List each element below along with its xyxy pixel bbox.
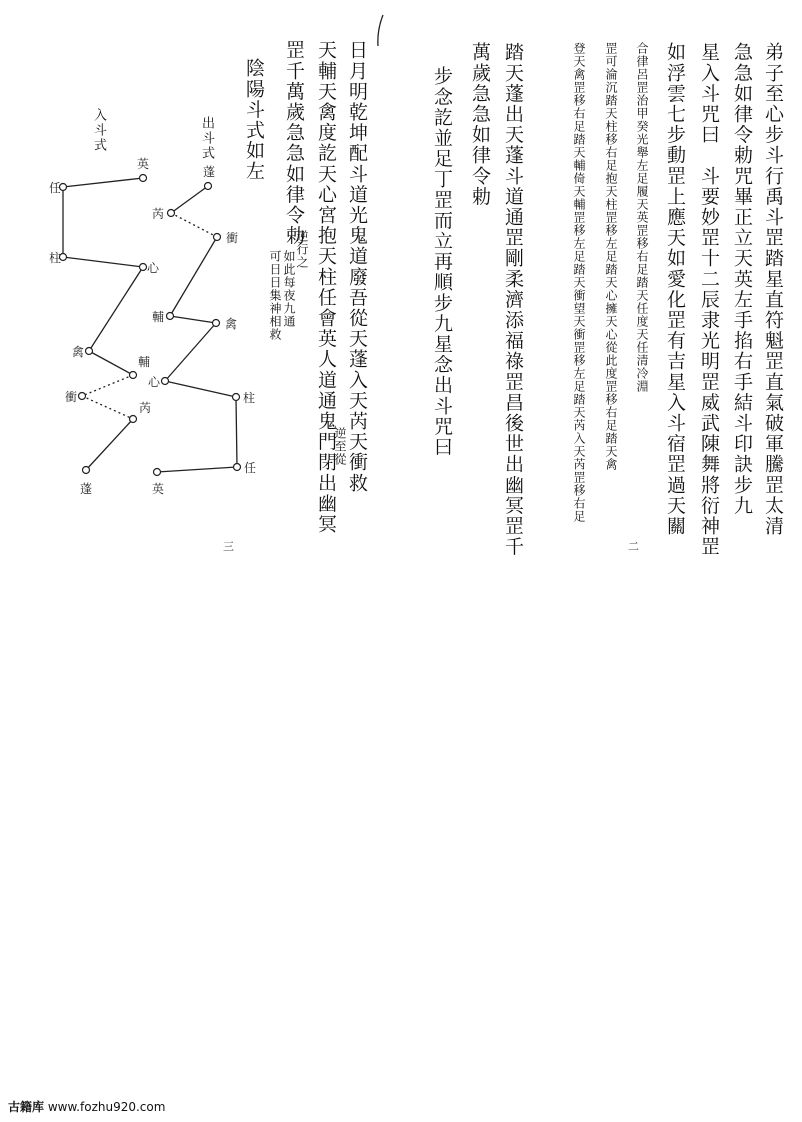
- left-inline-note: 逆至從: [333, 427, 347, 466]
- exit-label-xin: 心: [148, 375, 161, 389]
- enter-edge: [86, 419, 133, 470]
- exit-edge: [157, 467, 237, 472]
- exit-node-ren: [234, 464, 241, 471]
- enter-diagram-title: 入斗式: [91, 108, 106, 153]
- exit-node-xin: [162, 378, 169, 385]
- exit-edge: [165, 323, 216, 381]
- exit-edge: [170, 237, 217, 316]
- exit-label-rui: 芮: [152, 207, 165, 221]
- text-column-10: 步念訖並足丁罡而立再順步九星念出斗咒曰: [431, 66, 453, 458]
- page-number-left: 三: [223, 540, 234, 553]
- enter-edge-dashed: [82, 375, 133, 396]
- exit-edge: [236, 397, 237, 467]
- text-column-7: 登天禽罡移右足踏天輔倚天輔罡移左足踏天衝望天衝罡移左足踏天芮入天芮罡移右足: [572, 42, 586, 523]
- exit-label-zhu: 柱: [243, 391, 256, 405]
- page-number-right: 二: [628, 540, 639, 553]
- left-column-2: 天輔天禽度訖天心宮抱天柱任會英人道通鬼門閉出幽冥: [315, 40, 337, 535]
- text-column-5: 合律呂罡治甲癸光舉左足履天英罡移右足踏天任度天任清冷淵: [635, 42, 649, 393]
- exit-node-chong: [214, 234, 221, 241]
- left-note-1: 逆行之: [295, 230, 309, 269]
- enter-node-ying: [140, 175, 147, 182]
- enter-label-fu: 輔: [138, 355, 151, 369]
- exit-node-peng: [205, 183, 212, 190]
- exit-label-fu: 輔: [152, 310, 165, 324]
- enter-label-zhu: 柱: [49, 251, 62, 265]
- footer-url: www.fozhu920.com: [47, 1100, 166, 1114]
- text-column-6: 罡可淪沉踏天柱移右足抱天柱罡移左足踏天心擁天心從此度罡移右足踏天禽: [604, 42, 618, 471]
- enter-edge: [63, 178, 143, 187]
- enter-edge-dashed: [82, 396, 133, 419]
- exit-node-zhu: [233, 394, 240, 401]
- exit-edge-dashed: [171, 213, 217, 237]
- left-column-3: 罡千萬歲急急如律令勅: [283, 40, 305, 246]
- text-column-8: 踏天蓬出天蓬斗道通罡剛柔濟添福祿罡昌後世出幽冥罡千: [502, 42, 524, 557]
- enter-node-chong: [79, 393, 86, 400]
- exit-label-qin: 禽: [225, 317, 238, 331]
- exit-label-peng: 蓬: [203, 165, 216, 179]
- enter-label-chong: 衝: [65, 390, 78, 404]
- enter-label-ying: 英: [137, 157, 150, 171]
- left-note-2: 如此每夜九通: [282, 250, 296, 328]
- exit-edge: [171, 186, 208, 213]
- enter-label-qin: 禽: [72, 345, 85, 359]
- enter-node-fu: [130, 372, 137, 379]
- text-column-1: 弟子至心步斗行禹斗罡踏星直符魁罡直氣破軍騰罡太清: [762, 42, 784, 537]
- enter-node-xin: [140, 264, 147, 271]
- footer-site-name: 古籍库: [8, 1100, 45, 1114]
- left-column-4: 陰陽斗式如左: [243, 58, 265, 182]
- enter-label-rui: 芮: [139, 401, 152, 415]
- text-column-2: 急急如律令勅咒畢正立天英左手掐右手結斗印訣步九: [731, 42, 753, 516]
- exit-diagram-title: 出斗式: [199, 116, 214, 161]
- exit-edge: [165, 381, 236, 397]
- enter-label-ren: 任: [49, 181, 62, 195]
- exit-diagram: [148, 164, 256, 496]
- text-column-4: 如浮雲七步動罡上應天如愛化罡有吉星入斗宿罡過天關: [664, 42, 686, 537]
- exit-node-fu: [167, 313, 174, 320]
- exit-node-qin: [213, 320, 220, 327]
- left-note-3: 可日日集神相救: [268, 250, 282, 341]
- enter-label-peng: 蓬: [80, 482, 93, 496]
- left-column-1: 日月明乾坤配斗道光鬼道廢吾從天蓬入天芮天衝救: [346, 40, 368, 494]
- exit-node-rui: [168, 210, 175, 217]
- text-column-3: 星入斗咒曰 斗要妙罡十二辰隶光明罡威武陳舞將衍神罡: [698, 42, 720, 557]
- gutter-mark: [378, 15, 383, 46]
- enter-diagram: [49, 157, 160, 496]
- exit-node-ying: [154, 469, 161, 476]
- enter-edge: [89, 267, 143, 351]
- footer-watermark: [8, 1098, 165, 1115]
- enter-label-xin: 心: [147, 261, 160, 275]
- text-column-9: 萬歲急急如律令勅: [469, 42, 491, 207]
- enter-node-peng: [83, 467, 90, 474]
- enter-node-qin: [86, 348, 93, 355]
- enter-node-rui: [130, 416, 137, 423]
- exit-label-chong: 衝: [226, 231, 239, 245]
- exit-label-ren: 任: [244, 461, 257, 475]
- exit-edge: [170, 316, 216, 323]
- enter-edge: [89, 351, 133, 375]
- exit-label-ying: 英: [152, 482, 165, 496]
- enter-edge: [63, 257, 143, 267]
